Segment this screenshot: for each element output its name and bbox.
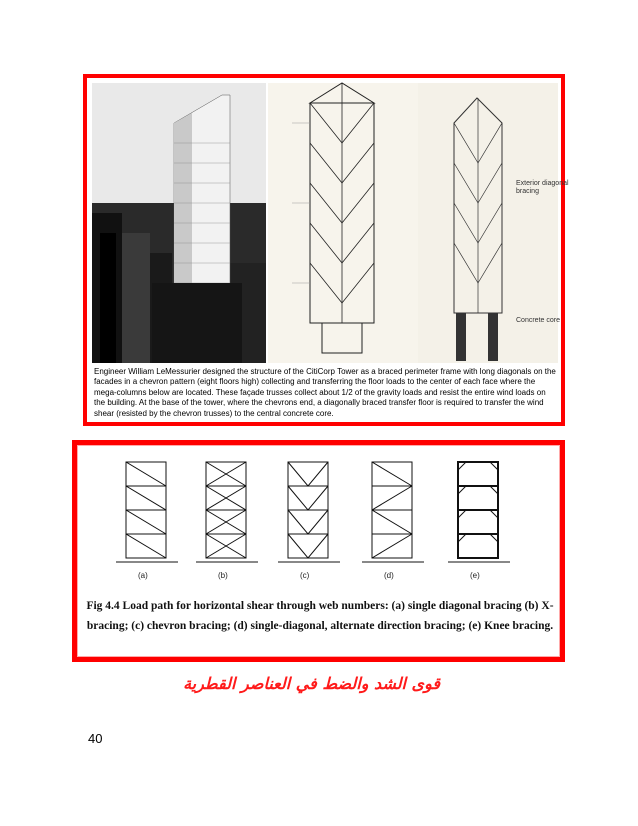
arabic-section-title: قوى الشد والضط في العناصر القطرية	[183, 674, 440, 693]
citicorp-images	[92, 83, 558, 363]
figure2-caption: Fig 4.4 Load path for horizontal shear through web numbers: (a) single diagonal bracing (b) X-bracing; (c) chevron bracing; (d) single-diagonal, alternate direction bracing; (e) Knee bracing.	[86, 600, 554, 632]
diagram-c	[278, 462, 340, 562]
diagram-b	[196, 462, 258, 562]
panel-label-a: (a)	[138, 571, 148, 580]
concrete-core-label: Concrete core	[516, 317, 560, 324]
panel-label-c: (c)	[300, 571, 310, 580]
figure2-frame	[72, 440, 565, 662]
diagram-a	[116, 462, 178, 562]
diagram-e	[448, 462, 510, 562]
elevation-drawing	[268, 83, 418, 363]
panel-label-b: (b)	[218, 571, 228, 580]
panel-label-d: (d)	[384, 571, 394, 580]
figure2-panel	[77, 445, 560, 657]
figure1-caption: Engineer William LeMessurier designed the structure of the CitiCorp Tower as a braced perimeter frame with long diagonals on the facades in a chevron pattern (eight floors high) collecting and transferring the floor loads to the center of each face where the mega-columns below are located. These façade trusses collect about 1/2 of the gravity loads and resist the entire wind loads on the building. At the base of the tower, where the chevrons end, a diagonally braced transfer floor is required to transfer the wind shear (resisted by the chevron trusses) to the central concrete core.	[94, 367, 556, 418]
figure1-panel	[87, 78, 569, 422]
panel-label-e: (e)	[470, 571, 480, 580]
diagram-d	[362, 462, 424, 562]
exterior-bracing-label: Exterior diagonal bracing	[516, 180, 569, 195]
figure1-frame	[83, 74, 569, 426]
page-number: 40	[88, 731, 103, 746]
bracing-diagrams	[98, 454, 528, 592]
citicorp-photo	[92, 83, 266, 363]
